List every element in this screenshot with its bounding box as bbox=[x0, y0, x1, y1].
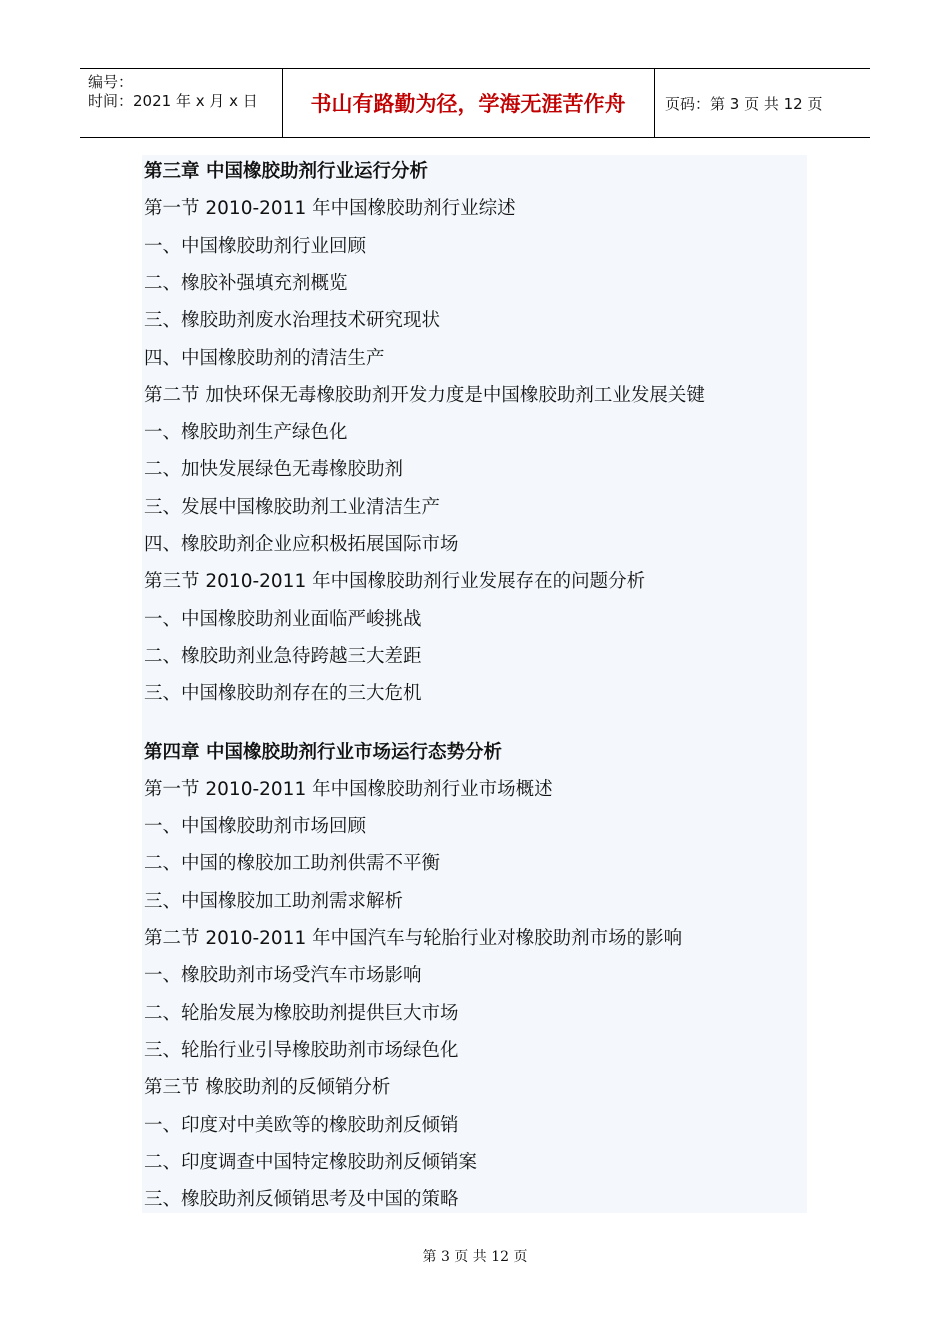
toc-line: 二、中国的橡胶加工助剂供需不平衡 bbox=[144, 853, 441, 875]
header-page-info-cell bbox=[655, 69, 870, 137]
toc-line: 三、发展中国橡胶助剂工业清洁生产 bbox=[144, 496, 441, 518]
toc-line: 一、印度对中美欧等的橡胶助剂反倾销 bbox=[144, 1114, 459, 1136]
page-header bbox=[80, 68, 870, 138]
toc-line: 一、橡胶助剂生产绿色化 bbox=[144, 422, 348, 444]
toc-line: 一、中国橡胶助剂业面临严峻挑战 bbox=[144, 608, 422, 630]
toc-line: 第二节 2010-2011 年中国汽车与轮胎行业对橡胶助剂市场的影响 bbox=[144, 928, 683, 949]
chapter-heading: 第四章 中国橡胶助剂行业市场运行态势分析 bbox=[144, 741, 502, 763]
toc-line: 四、中国橡胶助剂的清洁生产 bbox=[144, 347, 385, 369]
header-motto: 书山有路勤为径，学海无涯苦作舟 bbox=[282, 69, 655, 137]
toc-line: 二、印度调查中国特定橡胶助剂反倾销案 bbox=[144, 1151, 478, 1173]
toc-line: 二、加快发展绿色无毒橡胶助剂 bbox=[144, 459, 404, 481]
toc-line: 三、轮胎行业引导橡胶助剂市场绿色化 bbox=[144, 1039, 459, 1061]
toc-line: 一、橡胶助剂市场受汽车市场影响 bbox=[144, 965, 422, 987]
chapter-heading: 第三章 中国橡胶助剂行业运行分析 bbox=[144, 161, 428, 182]
toc-line: 第一节 2010-2011 年中国橡胶助剂行业综述 bbox=[144, 198, 516, 220]
toc-line: 第一节 2010-2011 年中国橡胶助剂行业市场概述 bbox=[144, 778, 553, 800]
toc-line: 一、中国橡胶助剂行业回顾 bbox=[144, 235, 367, 257]
table-of-contents bbox=[142, 155, 807, 1213]
toc-line: 二、橡胶助剂业急待跨越三大差距 bbox=[144, 645, 422, 667]
toc-line: 第三节 橡胶助剂的反倾销分析 bbox=[144, 1077, 391, 1099]
document-date-label: 时间：2021 年 x 月 x 日 bbox=[88, 92, 258, 110]
toc-line: 三、中国橡胶加工助剂需求解析 bbox=[144, 890, 404, 912]
toc-line: 四、橡胶助剂企业应积极拓展国际市场 bbox=[144, 534, 459, 555]
page-footer: 第 3 页 共 12 页 bbox=[422, 1249, 528, 1265]
toc-line: 三、橡胶助剂反倾销思考及中国的策略 bbox=[144, 1189, 459, 1211]
header-page-info: 页码：第 3 页 共 12 页 bbox=[665, 94, 823, 113]
toc-line: 三、中国橡胶助剂存在的三大危机 bbox=[144, 683, 422, 705]
header-meta-cell bbox=[80, 69, 283, 137]
toc-line: 三、橡胶助剂废水治理技术研究现状 bbox=[144, 310, 441, 332]
toc-line: 第二节 加快环保无毒橡胶助剂开发力度是中国橡胶助剂工业发展关键 bbox=[144, 384, 705, 406]
document-number-label: 编号： bbox=[88, 73, 134, 91]
toc-line: 第三节 2010-2011 年中国橡胶助剂行业发展存在的问题分析 bbox=[144, 571, 646, 593]
toc-line: 二、橡胶补强填充剂概览 bbox=[144, 272, 348, 294]
toc-line: 一、中国橡胶助剂市场回顾 bbox=[144, 816, 367, 838]
toc-line: 二、轮胎发展为橡胶助剂提供巨大市场 bbox=[144, 1002, 459, 1024]
